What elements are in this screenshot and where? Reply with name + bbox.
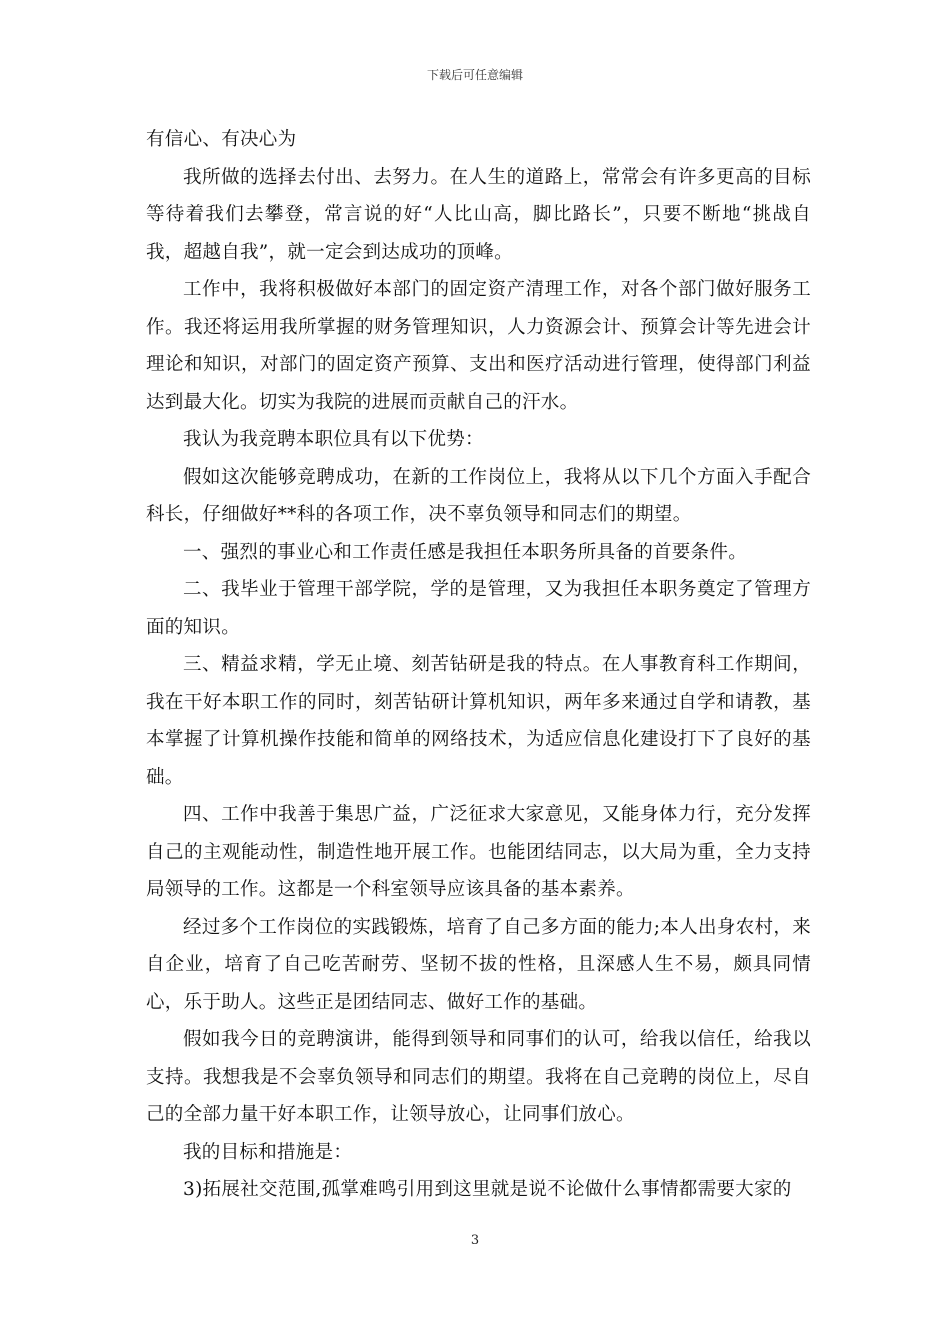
document-body (146, 121, 811, 1209)
paragraph: 我所做的选择去付出、去努力。在人生的道路上，常常会有许多更高的目标等待着我们去攀登，常言说的好“人比山高，脚比路长”，只要不断地“挑战自我，超越自我”，就一定会到达成功的顶峰。 (146, 166, 811, 263)
paragraph-continuation: 有信心、有决心为 (146, 129, 297, 150)
paragraph-truncated: 3)拓展社交范围,孤掌难鸣引用到这里就是说不论做什么事情都需要大家的 (183, 1179, 792, 1200)
paragraph: 我认为我竞聘本职位具有以下优势： (183, 429, 484, 450)
list-item-3: 三、精益求精，学无止境、刻苦钻研是我的特点。在人事教育科工作期间，我在干好本职工作的同时，刻苦钻研计算机知识，两年多来通过自学和请教，基本掌握了计算机操作技能和简单的网络技术，为适应信息化建设打下了良好的基础。 (146, 654, 811, 788)
paragraph: 工作中，我将积极做好本部门的固定资产清理工作，对各个部门做好服务工作。我还将运用我所掌握的财务管理知识，人力资源会计、预算会计等先进会计理论和知识，对部门的固定资产预算、支出和医疗活动进行管理，使得部门利益达到最大化。切实为我院的进展而贡献自己的汗水。 (146, 279, 811, 413)
paragraph: 假如这次能够竞聘成功，在新的工作岗位上，我将从以下几个方面入手配合科长，仔细做好**科的各项工作，决不辜负领导和同志们的期望。 (146, 466, 811, 525)
paragraph: 经过多个工作岗位的实践锻炼，培育了自己多方面的能力;本人出身农村，来自企业，培育了自己吃苦耐劳、坚韧不拔的性格，且深感人生不易，颇具同情心，乐于助人。这些正是团结同志、做好工作的基础。 (146, 916, 811, 1013)
list-item-1: 一、强烈的事业心和工作责任感是我担任本职务所具备的首要条件。 (183, 541, 748, 563)
page-number: 3 (470, 1233, 480, 1248)
section-heading: 我的目标和措施是： (183, 1141, 353, 1163)
list-item-4: 四、工作中我善于集思广益，广泛征求大家意见，又能身体力行，充分发挥自己的主观能动性，制造性地开展工作。也能团结同志，以大局为重，全力支持局领导的工作。这都是一个科室领导应该具备的基本素养。 (146, 804, 811, 900)
page-header: 下载后可任意编辑 (426, 68, 523, 82)
list-item-2: 二、我毕业于管理干部学院，学的是管理，又为我担任本职务奠定了管理方面的知识。 (146, 579, 811, 638)
paragraph: 假如我今日的竞聘演讲，能得到领导和同事们的认可，给我以信任，给我以支持。我想我是不会辜负领导和同志们的期望。我将在自己竞聘的岗位上，尽自己的全部力量干好本职工作，让领导放心，让同事们放心。 (146, 1029, 811, 1125)
